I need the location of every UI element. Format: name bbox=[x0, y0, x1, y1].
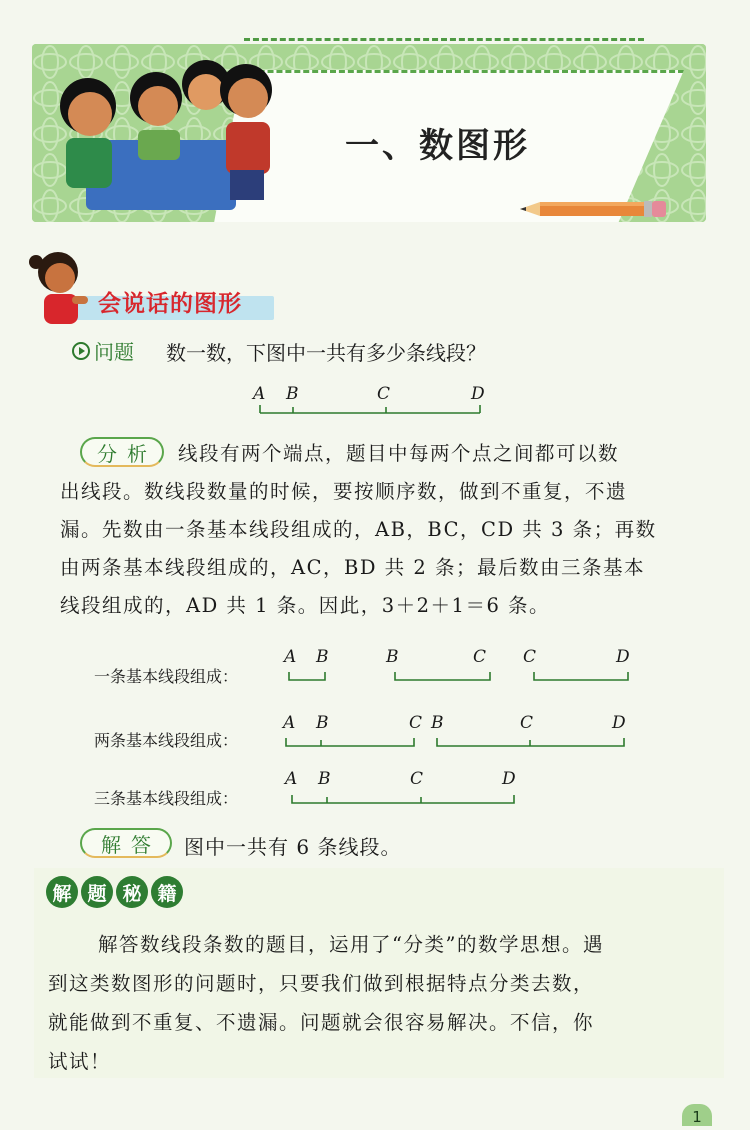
svg-text:C: C bbox=[520, 713, 534, 733]
group-label-three: 三条基本线段组成： bbox=[94, 789, 239, 808]
point-label-B: B bbox=[286, 384, 299, 404]
svg-text:C: C bbox=[523, 647, 537, 667]
svg-text:C: C bbox=[409, 713, 423, 733]
svg-text:B: B bbox=[386, 647, 399, 667]
row3-labels bbox=[283, 769, 516, 789]
row1-segments bbox=[289, 672, 628, 680]
svg-text:D: D bbox=[616, 647, 630, 667]
svg-text:C: C bbox=[410, 769, 424, 789]
tips-heading bbox=[46, 876, 183, 908]
svg-text:A: A bbox=[285, 769, 298, 789]
svg-text:B: B bbox=[318, 769, 331, 789]
analysis-line-3: 漏。先数由一条基本线段组成的，AB，BC，CD 共 3 条；再数 bbox=[60, 518, 657, 541]
analysis-line-2: 出线段。数线段数量的时候，要按顺序数，做到不重复，不遗 bbox=[60, 480, 628, 503]
answer-text: 图中一共有 6 条线段。 bbox=[184, 835, 402, 859]
svg-text:A: A bbox=[283, 713, 296, 733]
question-text: 数一数，下图中一共有多少条线段？ bbox=[166, 341, 486, 365]
question-label-text: 问题 bbox=[94, 340, 134, 364]
analysis-badge: 分析 bbox=[80, 437, 164, 467]
question-segment-diagram bbox=[260, 405, 480, 413]
analysis-line-4: 由两条基本线段组成的，AC，BD 共 2 条；最后数由三条基本 bbox=[60, 556, 645, 579]
svg-text:C: C bbox=[473, 647, 487, 667]
tips-char: 秘 bbox=[116, 876, 148, 908]
group-label-one: 一条基本线段组成： bbox=[94, 667, 239, 686]
svg-text:D: D bbox=[502, 769, 516, 789]
page-number: 1 bbox=[682, 1104, 712, 1126]
chapter-title: 一、数图形 bbox=[345, 126, 530, 166]
row1-labels bbox=[282, 647, 630, 667]
tips-char: 籍 bbox=[151, 876, 183, 908]
analysis-line-5: 线段组成的，AD 共 1 条。因此，3＋2＋1＝6 条。 bbox=[60, 594, 551, 617]
svg-text:B: B bbox=[316, 647, 329, 667]
svg-text:B: B bbox=[431, 713, 444, 733]
tips-char: 题 bbox=[81, 876, 113, 908]
point-label-D: D bbox=[471, 384, 485, 404]
analysis-line-1: 线段有两个端点，题目中每两个点之间都可以数 bbox=[178, 442, 620, 465]
row3-segments bbox=[292, 795, 514, 803]
svg-text:B: B bbox=[316, 713, 329, 733]
analysis-paragraph bbox=[60, 435, 720, 625]
row2-labels bbox=[281, 713, 626, 733]
row2-segments bbox=[286, 738, 624, 746]
section-title: 会说话的图形 bbox=[98, 291, 242, 317]
tips-line-3: 就能做到不重复、不遗漏。问题就会很容易解决。不信，你 bbox=[48, 1011, 595, 1034]
point-label-C: C bbox=[377, 384, 391, 404]
group-label-two: 两条基本线段组成： bbox=[94, 731, 239, 750]
tips-char: 解 bbox=[46, 876, 78, 908]
tips-line-1: 解答数线段条数的题目，运用了“分类”的数学思想。遇 bbox=[98, 933, 604, 956]
tips-paragraph bbox=[48, 925, 723, 1081]
svg-text:D: D bbox=[612, 713, 626, 733]
point-label-A: A bbox=[253, 384, 266, 404]
answer-badge: 解答 bbox=[80, 828, 172, 858]
svg-text:A: A bbox=[284, 647, 297, 667]
tips-line-4: 试试！ bbox=[48, 1050, 112, 1073]
tips-line-2: 到这类数图形的问题时，只要我们做到根据特点分类去数， bbox=[48, 972, 595, 995]
